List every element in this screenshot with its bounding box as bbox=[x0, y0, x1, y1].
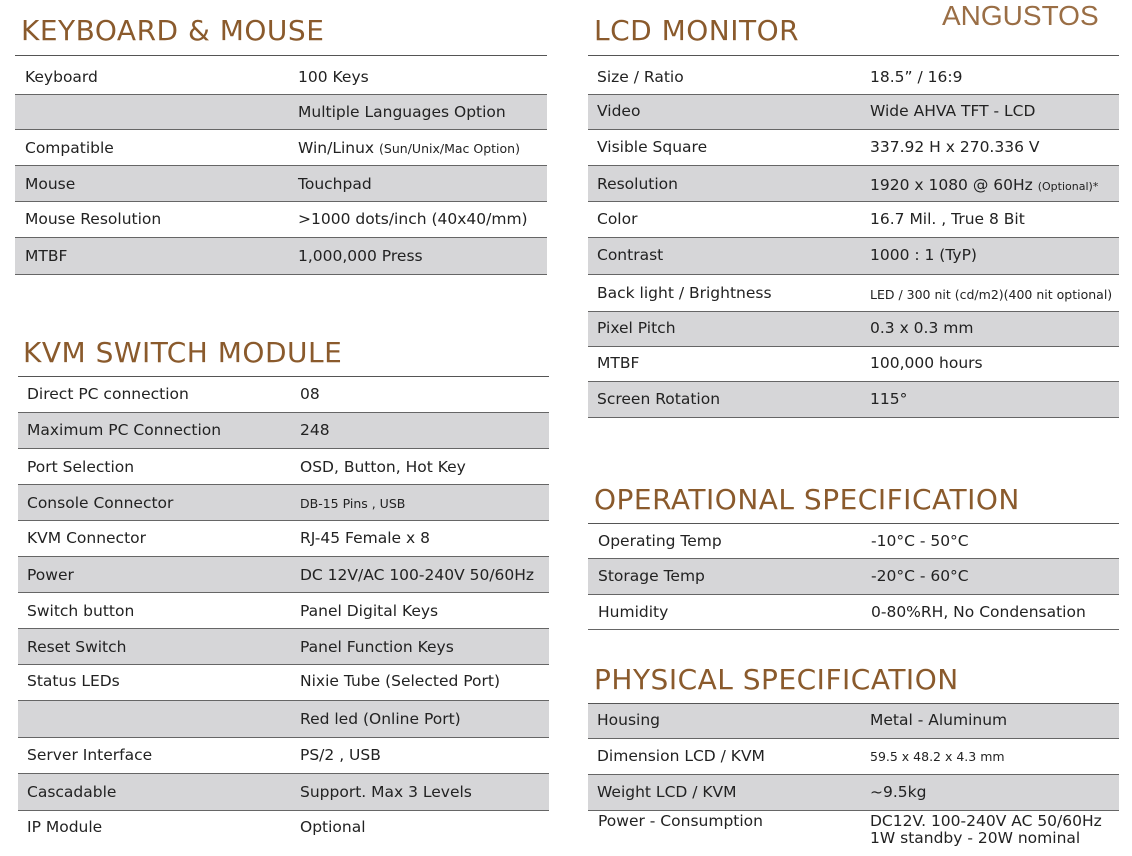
row-label: Maximum PC Connection bbox=[27, 421, 222, 439]
row-value: 0-80%RH, No Condensation bbox=[871, 603, 1086, 621]
section-title: KVM SWITCH MODULE bbox=[23, 336, 343, 369]
section-title: PHYSICAL SPECIFICATION bbox=[594, 663, 959, 696]
table-row bbox=[588, 275, 1119, 312]
row-value: OSD, Button, Hot Key bbox=[300, 458, 466, 476]
row-label: Direct PC connection bbox=[27, 385, 189, 403]
row-label: Server Interface bbox=[27, 746, 153, 764]
row-value: PS/2 , USB bbox=[300, 746, 381, 764]
table-row bbox=[15, 130, 547, 166]
title-rule bbox=[15, 55, 547, 56]
row-value: 100 Keys bbox=[298, 68, 369, 86]
row-value: 16.7 Mil. , True 8 Bit bbox=[870, 210, 1025, 228]
row-label: Power - Consumption bbox=[598, 812, 763, 830]
row-value bbox=[870, 813, 1102, 847]
row-label: Resolution bbox=[597, 175, 678, 193]
row-label: Storage Temp bbox=[598, 567, 705, 585]
row-value: Metal - Aluminum bbox=[870, 711, 1008, 729]
row-label: Console Connector bbox=[27, 494, 174, 512]
section-title: LCD MONITOR bbox=[594, 14, 800, 47]
row-label: Cascadable bbox=[27, 783, 117, 801]
table-row bbox=[588, 524, 1119, 559]
row-value-main: Win/Linux bbox=[298, 139, 375, 157]
table-row bbox=[588, 382, 1119, 418]
row-value: DB-15 Pins , USB bbox=[300, 496, 406, 511]
table-row bbox=[588, 811, 1119, 856]
table-row bbox=[18, 811, 549, 847]
row-label: Power bbox=[27, 566, 74, 584]
row-value: 18.5” / 16:9 bbox=[870, 68, 963, 86]
row-value: 59.5 x 48.2 x 4.3 mm bbox=[870, 749, 1005, 764]
row-value-note: (Optional)* bbox=[1037, 180, 1099, 193]
table-row bbox=[18, 701, 549, 738]
table-row bbox=[18, 557, 549, 593]
row-label: Video bbox=[597, 102, 641, 120]
row-value-main: 1920 x 1080 @ 60Hz bbox=[870, 176, 1033, 194]
row-label: Visible Square bbox=[597, 138, 708, 156]
row-label: Pixel Pitch bbox=[597, 319, 676, 337]
row-label: Keyboard bbox=[25, 68, 98, 86]
row-value: 1000 : 1 (TyP) bbox=[870, 246, 977, 264]
table-row bbox=[18, 629, 549, 665]
table-row bbox=[588, 238, 1119, 275]
row-value: ~9.5kg bbox=[870, 783, 927, 801]
row-value-line2: 1W standby - 20W nominal bbox=[870, 829, 1081, 847]
section-title: OPERATIONAL SPECIFICATION bbox=[594, 483, 1020, 516]
row-value: Touchpad bbox=[298, 175, 372, 193]
row-value: 248 bbox=[300, 421, 330, 439]
table-row bbox=[18, 449, 549, 485]
row-label: Size / Ratio bbox=[597, 68, 684, 86]
table-row bbox=[588, 559, 1119, 595]
table-row bbox=[18, 377, 549, 413]
row-value: Multiple Languages Option bbox=[298, 103, 506, 121]
row-value: Nixie Tube (Selected Port) bbox=[300, 672, 501, 690]
row-label: Reset Switch bbox=[27, 638, 127, 656]
row-value: 100,000 hours bbox=[870, 354, 983, 372]
row-value: Panel Function Keys bbox=[300, 638, 454, 656]
table-row bbox=[588, 347, 1119, 382]
row-value bbox=[870, 176, 1098, 194]
row-label: Compatible bbox=[25, 139, 114, 157]
table-row bbox=[18, 665, 549, 701]
row-value: 0.3 x 0.3 mm bbox=[870, 319, 974, 337]
row-value bbox=[298, 139, 520, 157]
table-row bbox=[588, 130, 1119, 166]
row-label: Port Selection bbox=[27, 458, 135, 476]
row-label: Contrast bbox=[597, 246, 664, 264]
row-label: Mouse bbox=[25, 175, 76, 193]
row-label: IP Module bbox=[27, 818, 103, 836]
table-row bbox=[588, 595, 1119, 630]
row-value: -20°C - 60°C bbox=[871, 567, 969, 585]
row-value: 115° bbox=[870, 390, 908, 408]
table-row bbox=[588, 704, 1119, 739]
row-label: Switch button bbox=[27, 602, 135, 620]
row-label: Color bbox=[597, 210, 638, 228]
table-row bbox=[18, 485, 549, 521]
row-value: 1,000,000 Press bbox=[298, 247, 423, 265]
row-label: Housing bbox=[597, 711, 661, 729]
row-label: Weight LCD / KVM bbox=[597, 783, 737, 801]
row-label: MTBF bbox=[597, 354, 640, 372]
row-value: -10°C - 50°C bbox=[871, 532, 969, 550]
row-value-note: (Sun/Unix/Mac Option) bbox=[379, 141, 520, 156]
row-value-line1: DC12V. 100-240V AC 50/60Hz bbox=[870, 812, 1102, 830]
table-row bbox=[15, 60, 547, 95]
row-label: Humidity bbox=[598, 603, 669, 621]
row-value: RJ-45 Female x 8 bbox=[300, 529, 430, 547]
row-label: Operating Temp bbox=[598, 532, 722, 550]
row-value: DC 12V/AC 100-240V 50/60Hz bbox=[300, 566, 535, 584]
table-row bbox=[588, 95, 1119, 130]
table-row bbox=[588, 312, 1119, 347]
row-label: KVM Connector bbox=[27, 529, 147, 547]
table-row bbox=[18, 774, 549, 811]
row-value: Wide AHVA TFT - LCD bbox=[870, 102, 1036, 120]
table-row bbox=[588, 775, 1119, 811]
row-label: Status LEDs bbox=[27, 672, 120, 690]
table-row bbox=[18, 413, 549, 449]
section-title: KEYBOARD & MOUSE bbox=[21, 14, 325, 47]
table-row bbox=[18, 738, 549, 774]
row-value: 337.92 H x 270.336 V bbox=[870, 138, 1040, 156]
row-label: Mouse Resolution bbox=[25, 210, 162, 228]
table-row bbox=[588, 166, 1119, 202]
row-value: Red led (Online Port) bbox=[300, 710, 461, 728]
row-value: 08 bbox=[300, 385, 320, 403]
row-label: Dimension LCD / KVM bbox=[597, 747, 765, 765]
row-label: Screen Rotation bbox=[597, 390, 721, 408]
row-value: Support. Max 3 Levels bbox=[300, 783, 472, 801]
table-row bbox=[15, 238, 547, 275]
row-label: MTBF bbox=[25, 247, 68, 265]
row-value: LED / 300 nit (cd/m2)(400 nit optional) bbox=[870, 287, 1113, 302]
row-value: Optional bbox=[300, 818, 366, 836]
table-row bbox=[18, 593, 549, 629]
row-value: >1000 dots/inch (40x40/mm) bbox=[298, 210, 528, 228]
table-row bbox=[588, 739, 1119, 775]
table-row bbox=[18, 521, 549, 557]
brand-logo: ANGUSTOS bbox=[942, 0, 1099, 31]
table-row bbox=[15, 95, 547, 130]
title-rule bbox=[588, 55, 1119, 56]
row-value: Panel Digital Keys bbox=[300, 602, 439, 620]
table-row bbox=[15, 202, 547, 238]
table-row bbox=[15, 166, 547, 202]
table-row bbox=[588, 60, 1119, 95]
row-label: Back light / Brightness bbox=[597, 284, 772, 302]
table-row bbox=[588, 202, 1119, 238]
